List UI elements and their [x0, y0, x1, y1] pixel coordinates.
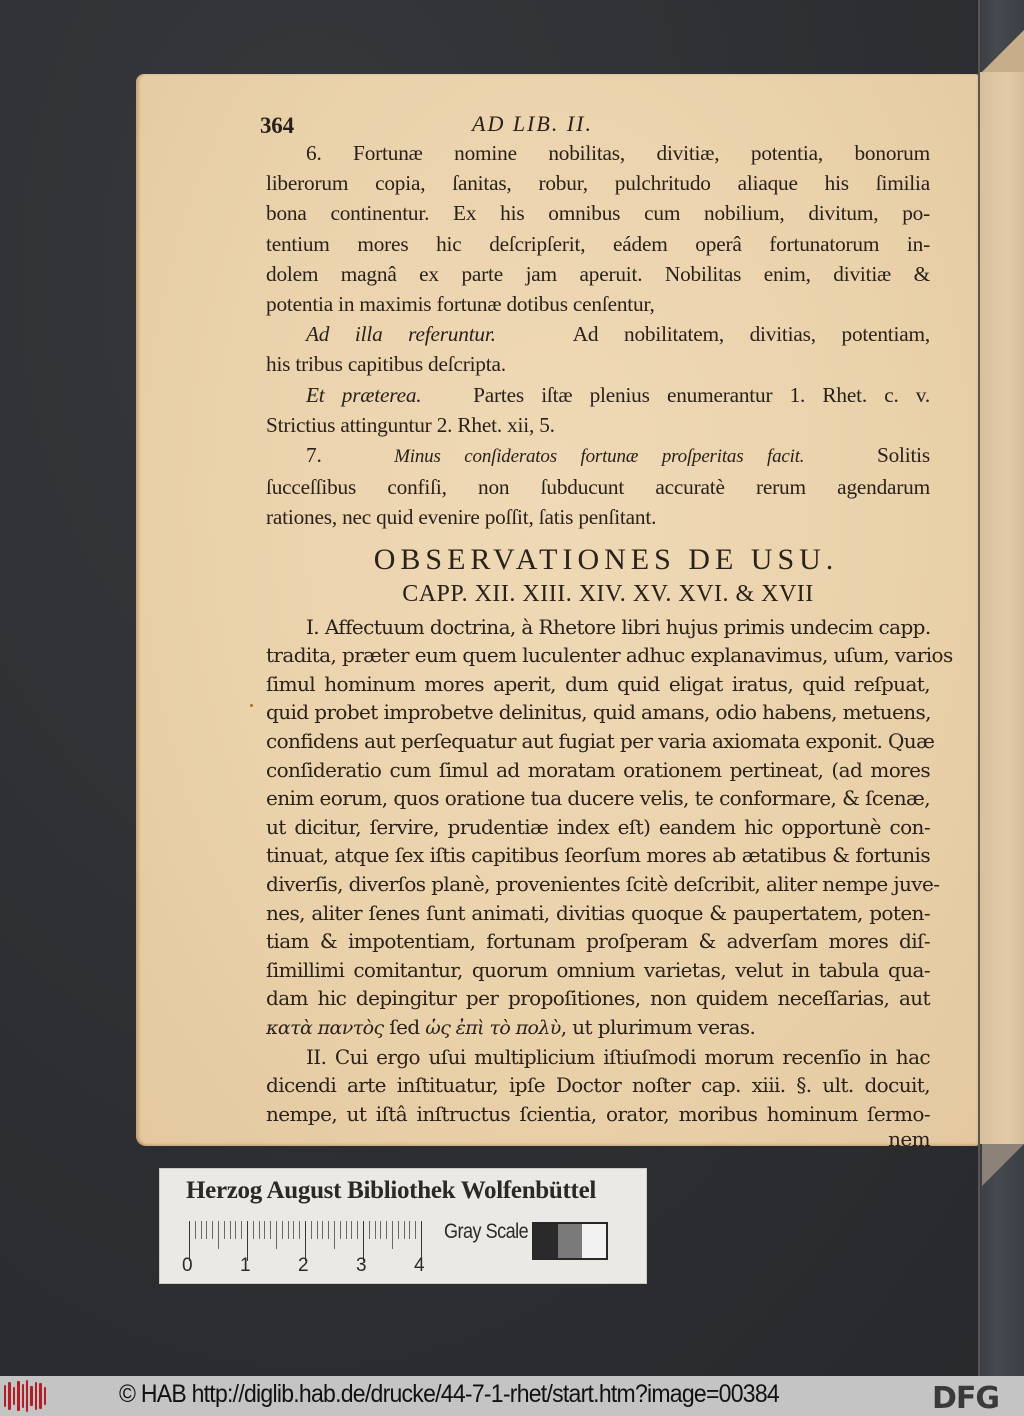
running-head-title: AD LIB. II.	[472, 111, 593, 136]
ruler-tick	[334, 1221, 335, 1249]
text-line: liberorum copia, ſanitas, robur, pulchritudo aliaque his ſimilia	[266, 171, 930, 196]
ruler-tick	[386, 1221, 387, 1239]
lemma-gloss: Solitis	[876, 443, 930, 468]
ruler-tick	[218, 1221, 219, 1249]
margin-stain	[250, 704, 253, 707]
hab-logo-icon	[4, 1380, 46, 1412]
ruler-tick	[415, 1221, 416, 1239]
logo-bar	[35, 1382, 37, 1410]
section-subheading: CAPP. XII. XIII. XIV. XV. XVI. & XVII	[402, 580, 814, 607]
ruler-tick	[276, 1221, 277, 1249]
ruler-tick	[224, 1221, 225, 1239]
logo-bar	[8, 1382, 10, 1410]
ruler-tick	[392, 1221, 393, 1249]
text-line: tiam & impotentiam, fortunam proſperam & adverſam mores diſ-	[266, 929, 930, 954]
ruler-tick	[195, 1221, 196, 1239]
logo-bar	[26, 1380, 28, 1412]
text-fragment: ſed	[383, 1014, 426, 1039]
ruler-tick	[288, 1221, 289, 1239]
ruler-labels	[182, 1255, 452, 1277]
logo-bar	[4, 1385, 6, 1407]
gray-scale-label: Gray Scale	[444, 1220, 529, 1243]
logo-bar	[22, 1384, 24, 1408]
ruler-tick	[299, 1221, 300, 1239]
ruler-label: 2	[298, 1255, 309, 1276]
ruler-tick	[293, 1221, 294, 1239]
text-line: bona continentur. Ex his omnibus cum nobilium, divitum, po-	[266, 201, 930, 226]
text-line	[266, 440, 930, 472]
ruler-label: 4	[414, 1255, 425, 1276]
ruler-tick	[206, 1221, 207, 1239]
catchword: nem	[888, 1127, 930, 1152]
ruler-tick	[259, 1221, 260, 1239]
dfg-logo-icon: DFG	[932, 1381, 1000, 1416]
ruler-tick	[282, 1221, 283, 1239]
text-line: II. Cui ergo uſui multiplicium iſtiuſmodi morum recenſio in hac	[306, 1044, 930, 1069]
gray-swatch-dark	[534, 1224, 558, 1258]
color-reference-card	[159, 1168, 647, 1284]
page-corner-bottom	[982, 1144, 1024, 1186]
gutter-line	[978, 0, 980, 1376]
section-ad-illa	[266, 319, 930, 379]
ruler-tick	[404, 1221, 405, 1239]
text-line: dam hic depingitur per propoſitiones, non quidem neceſſarias, aut	[266, 986, 930, 1011]
logo-bar	[30, 1386, 32, 1406]
lemma: Et præterea.	[306, 382, 422, 407]
logo-bar	[13, 1387, 15, 1405]
ruler-tick	[235, 1221, 236, 1239]
ruler-tick	[369, 1221, 370, 1239]
ruler-tick	[409, 1221, 410, 1239]
greek-phrase: κατὰ παντὸς	[266, 1016, 384, 1039]
page-text-block	[260, 110, 953, 1152]
text-line: 6. Fortunæ nomine nobilitas, divitiæ, potentia, bonorum	[306, 141, 930, 165]
text-line: tradita, præter eum quem luculenter adhuc explanavimus, uſum, varios	[266, 643, 953, 668]
text-line: confidens aut perſequatur aut fugiat per varia axiomata exponit. Quæ	[266, 729, 935, 754]
logo-bar	[39, 1383, 41, 1409]
gray-scale-swatches	[532, 1222, 608, 1260]
ruler-tick	[201, 1221, 202, 1239]
section-et-praeterea	[266, 380, 930, 440]
ruler-tick	[351, 1221, 352, 1239]
page-corner-top	[982, 30, 1024, 72]
library-name: Herzog August Bibliothek Wolfenbüttel	[186, 1177, 597, 1204]
text-line: ſimillimi comitantur, quorum omnium varietas, velut in tabula qua-	[266, 957, 930, 982]
text-line: I. Affectuum doctrina, à Rhetore libri hujus primis undecim capp.	[306, 614, 931, 639]
ruler-tick	[375, 1221, 376, 1239]
text-line: nempe, ut iſtâ inſtructus ſcientia, orator, moribus hominum ſermo-	[266, 1101, 930, 1126]
ruler-tick	[270, 1221, 271, 1239]
ruler-label: 1	[240, 1255, 251, 1276]
ruler-tick	[328, 1221, 329, 1239]
ruler-label: 3	[356, 1255, 367, 1276]
text-line: conſideratio cum ſimul ad moratam orationem pertineat, (ad mores	[266, 757, 930, 782]
section-6	[266, 138, 930, 319]
text-line: rationes, nec quid evenire poſſit, ſatis penſitant.	[266, 505, 657, 530]
lemma-gloss: Ad nobilitatem, divitias, potentiam,	[572, 322, 930, 347]
text-line	[266, 319, 930, 349]
text-line: dolem magnâ ex parte jam aperuit. Nobilitas enim, divitiæ &	[266, 261, 930, 286]
ruler-label: 0	[182, 1255, 193, 1276]
footer-bar	[0, 1376, 1024, 1416]
logo-bar	[17, 1381, 19, 1411]
ruler-tick	[357, 1221, 358, 1239]
text-line: ſucceſſibus confiſi, non ſubducunt accuratè rerum agendarum	[266, 475, 930, 500]
section-7	[266, 440, 930, 533]
running-head	[260, 110, 930, 138]
ruler-tick	[322, 1221, 323, 1239]
ruler-tick	[380, 1221, 381, 1239]
lemma: Ad illa referuntur.	[306, 322, 496, 347]
logo-bar	[44, 1387, 46, 1405]
gray-swatch-mid	[558, 1224, 582, 1258]
text-line	[266, 380, 930, 410]
page-number: 364	[260, 113, 294, 138]
ruler-tick	[253, 1221, 254, 1239]
observation-1	[266, 613, 953, 1043]
text-line: tinuat, atque ſex iſtis capitibus ſeorſum mores ab ætatibus & fortunis	[266, 843, 930, 868]
book-page	[136, 74, 978, 1152]
ruler-tick	[340, 1221, 341, 1239]
text-fragment: , ut plurimum veras.	[560, 1014, 756, 1039]
observation-2	[266, 1043, 930, 1151]
text-line: dicendi arte inſtituatur, ipſe Doctor noſter cap. xiii. §. ult. docuit,	[266, 1073, 930, 1098]
text-line: his tribus capitibus deſcripta.	[266, 352, 506, 377]
section-heading: OBSERVATIONES DE USU.	[373, 542, 839, 576]
section-number: 7.	[306, 443, 322, 468]
adjacent-page-edge	[980, 72, 1024, 1144]
ruler-tick	[212, 1221, 213, 1239]
ruler-tick	[264, 1221, 265, 1239]
lemma-gloss: Partes iſtæ plenius enumerantur 1. Rhet. c. v.	[473, 382, 930, 407]
ruler-tick	[311, 1221, 312, 1239]
gray-swatch-light	[582, 1224, 606, 1258]
text-line: enim eorum, quos oratione tua ducere velis, te conformare, & ſcenæ,	[266, 786, 930, 811]
ruler-tick	[346, 1221, 347, 1239]
text-line: tentium mores hic deſcripſerit, eádem operâ fortunatorum in-	[266, 231, 930, 256]
text-line: diverſis, diverſos planè, provenientes ſcitè deſcribit, aliter nempe juve-	[266, 871, 940, 896]
ruler-tick	[317, 1221, 318, 1239]
text-line: ut dicitur, ſervire, prudentiæ index eſt) eandem hic opportunè con-	[266, 814, 930, 839]
ruler-tick	[241, 1221, 242, 1239]
ruler-tick	[398, 1221, 399, 1239]
copyright-url[interactable]: © HAB http://diglib.hab.de/drucke/44-7-1-rhet/start.htm?image=00384	[119, 1380, 779, 1408]
text-line	[266, 1013, 930, 1043]
text-line: potentia in maximis fortunæ dotibus cenſentur,	[266, 292, 655, 317]
lemma: Minus conſideratos fortunæ proſperitas facit.	[394, 446, 805, 468]
text-line: Strictius attinguntur 2. Rhet. xii, 5.	[266, 412, 555, 437]
text-line: nes, aliter ſenes ſunt animati, divitias quoque & paupertatem, poten-	[266, 900, 930, 925]
greek-phrase: ὡς ἐπὶ τὸ πολὺ	[425, 1016, 561, 1039]
text-line: quid probet improbetve delinitus, quid amans, odio habens, metuens,	[266, 700, 931, 725]
ruler-tick	[230, 1221, 231, 1239]
text-line: ſimul hominum mores aperit, dum quid eligat iratus, quid reſpuat,	[266, 671, 930, 696]
